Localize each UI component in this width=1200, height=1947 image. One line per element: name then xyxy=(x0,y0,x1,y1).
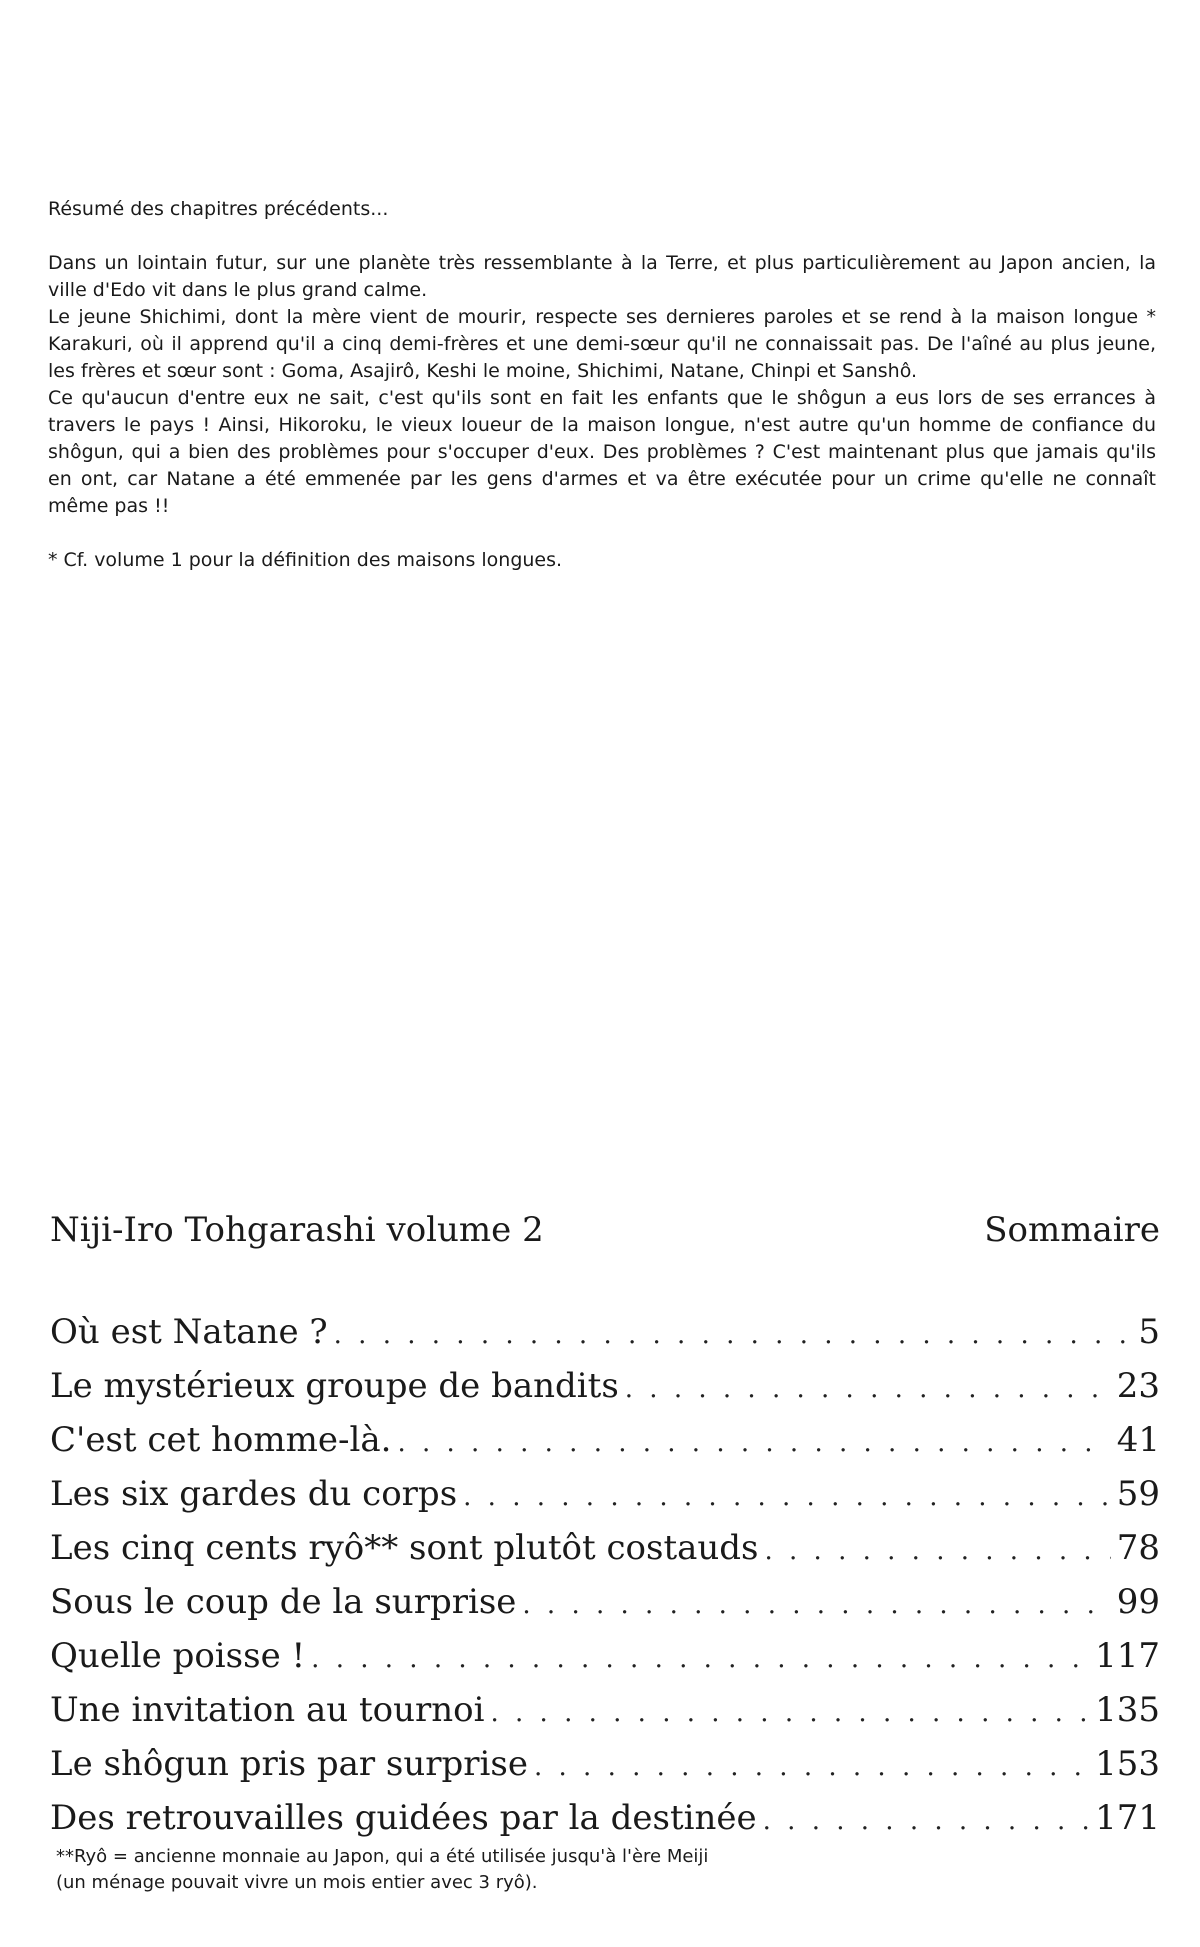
currency-footnote xyxy=(56,1844,1056,1896)
toc-entry xyxy=(50,1744,1160,1798)
dot-leader xyxy=(334,1320,1133,1350)
toc-entry-title: Des retrouvailles guidées par la destinée xyxy=(50,1798,757,1838)
toc-entry-page: 135 xyxy=(1095,1690,1160,1730)
summary-paragraph: Le jeune Shichimi, dont la mère vient de mourir, respecte ses dernieres paroles et se rend à la maison longue * Karakuri, où il apprend qu'il a cinq demi-frères et une demi-sœur qu'il ne connaissait pas. De l'aîné au plus jeune, les frères et sœur sont : Goma, Asajirô, Keshi le moine, Shichimi, Natane, Chinpi et Sanshô. xyxy=(48,306,1156,382)
dot-leader xyxy=(625,1374,1111,1404)
toc-entry-page: 59 xyxy=(1116,1474,1160,1514)
toc-entry-page: 153 xyxy=(1095,1744,1160,1784)
toc-entry-title: Le mystérieux groupe de bandits xyxy=(50,1366,619,1406)
toc-entry-page: 99 xyxy=(1116,1582,1160,1622)
toc-entry-page: 171 xyxy=(1095,1798,1160,1838)
toc-entry-title: Les six gardes du corps xyxy=(50,1474,458,1514)
toc-entry-page: 23 xyxy=(1116,1366,1160,1406)
dot-leader xyxy=(490,1698,1089,1728)
toc-entry xyxy=(50,1690,1160,1744)
chapter-summary xyxy=(48,196,1156,574)
toc-heading: Sommaire xyxy=(984,1210,1160,1250)
summary-paragraph: Ce qu'aucun d'entre eux ne sait, c'est qu'ils sont en fait les enfants que le shôgun a eus lors de ses errances à travers le pays ! Ainsi, Hikoroku, le vieux loueur de la maison longue, n'est autre qu'un homme de confiance du shôgun, qui a bien des problèmes pour s'occuper d'eux. Des problèmes ? C'est maintenant plus que jamais qu'ils en ont, car Natane a été emmenée par les gens d'armes et va être exécutée pour un crime qu'elle ne connaît même pas !! xyxy=(48,387,1156,517)
toc-entry xyxy=(50,1474,1160,1528)
toc-entry-page: 117 xyxy=(1095,1636,1160,1676)
toc-entry-page: 78 xyxy=(1116,1528,1160,1568)
toc-entry xyxy=(50,1582,1160,1636)
dot-leader xyxy=(763,1806,1089,1836)
dot-leader xyxy=(397,1428,1110,1458)
toc-entry-title: Sous le coup de la surprise xyxy=(50,1582,517,1622)
series-title: Niji-Iro Tohgarashi volume 2 xyxy=(50,1210,544,1250)
summary-footnote: * Cf. volume 1 pour la définition des maisons longues. xyxy=(48,549,563,571)
dot-leader xyxy=(522,1590,1110,1620)
toc-entry-title: Une invitation au tournoi xyxy=(50,1690,485,1730)
dot-leader xyxy=(463,1482,1111,1512)
toc-entry-title: Les cinq cents ryô** sont plutôt costauds xyxy=(50,1528,759,1568)
currency-footnote-line: **Ryô = ancienne monnaie au Japon, qui a été utilisée jusqu'à l'ère Meiji xyxy=(56,1846,709,1867)
toc-entry-page: 5 xyxy=(1138,1312,1160,1352)
toc-entry-title: Où est Natane ? xyxy=(50,1312,328,1352)
toc-entry xyxy=(50,1420,1160,1474)
toc-header xyxy=(50,1210,1160,1254)
toc-entry xyxy=(50,1528,1160,1582)
dot-leader xyxy=(534,1752,1089,1782)
toc-entry xyxy=(50,1366,1160,1420)
toc-entry-title: Quelle poisse ! xyxy=(50,1636,306,1676)
toc-entry xyxy=(50,1636,1160,1690)
toc-entry xyxy=(50,1312,1160,1366)
summary-paragraph: Dans un lointain futur, sur une planète très ressemblante à la Terre, et plus particulièrement au Japon ancien, la ville d'Edo vit dans le plus grand calme. xyxy=(48,252,1156,301)
toc-entry-page: 41 xyxy=(1116,1420,1160,1460)
dot-leader xyxy=(765,1536,1111,1566)
toc-entry-title: C'est cet homme-là. xyxy=(50,1420,392,1460)
currency-footnote-line: (un ménage pouvait vivre un mois entier avec 3 ryô). xyxy=(56,1872,538,1893)
summary-heading: Résumé des chapitres précédents... xyxy=(48,198,389,220)
table-of-contents xyxy=(50,1312,1160,1852)
dot-leader xyxy=(311,1644,1089,1674)
toc-entry-title: Le shôgun pris par surprise xyxy=(50,1744,528,1784)
